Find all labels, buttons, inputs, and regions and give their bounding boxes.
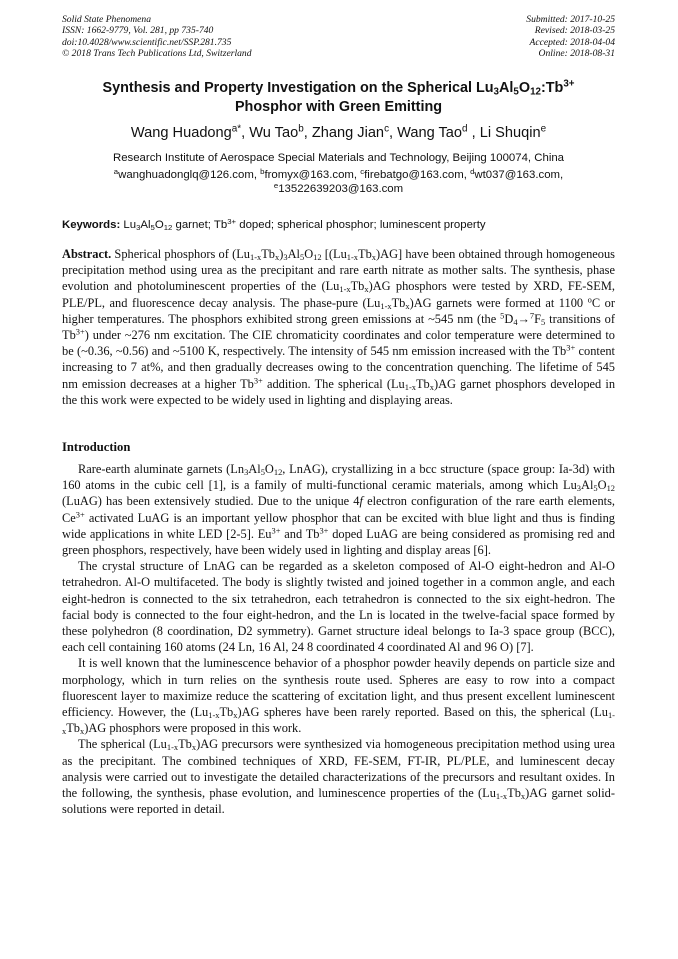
author-name: Wang Huadong bbox=[130, 125, 232, 141]
intro-paragraph: The spherical $(Lu_{1-x}Tb_x)AG$ precursors were synthesized via homogeneous precipitation method using urea as the precipitant. The combined techniques of XRD, FE-SEM, FT-IR, PL/PLE, and luminescent decay analysis were carried out to investigate the detailed characterizations of the precursors and resultant oxides. In the following, the synthesis, phase evolution, and luminescence properties of the $(Lu_{1-x}Tb_x)AG$ garnet solid-solutions were reported in detail. bbox=[62, 737, 615, 817]
abstract-text: Spherical phosphors of $(Lu_{1-x}Tb_x)_3Al_5O_{12}$ $[(Lu_{1-x}Tb_x)AG]$ have been obtained through homogeneous precipitation method using urea as the precipitant and rare earth nitrate as mother salts. The synthesis, phase evolution and photoluminescent properties of the $(Lu_{1-x}Tb_x)AG$ phosphors were tested by XRD, FE-SEM, PLE/PL, and fluorescence decay analysis. The phase-pure $(Lu_{1-x}Tb_x)AG$ garnets were formed at 1100 $^o$C or higher temperatures. The phosphors exhibited strong green emissions at ~545 nm (the $^5D_4\to^7F_5$ transitions of $Tb^{3+}$) under ~276 nm excitation. The CIE chromaticity coordinates and color temperature were determined to be (~0.36, ~0.56) and ~5100 K, respectively. The intensity of 545 nm emission increased with the $Tb^{3+}$ content increasing to 7 at%, and then gradually decreases owing to the concentration quenching. The lifetime of 545 nm emission decreases at a higher $Tb^{3+}$ addition. The spherical $(Lu_{1-x}Tb_x)AG$ garnet phosphors developed in the this work were expected to be widely used in lighting and displaying areas. bbox=[62, 247, 616, 407]
journal-info bbox=[62, 14, 252, 59]
date-accepted: Accepted: 2018-04-04 bbox=[529, 36, 615, 48]
author-name: Wu Tao bbox=[249, 125, 299, 141]
journal-issn: ISSN: 1662-9779, Vol. 281, pp 735-740 bbox=[62, 25, 214, 37]
journal-name: Solid State Phenomena bbox=[62, 14, 151, 25]
journal-copyright: © 2018 Trans Tech Publications Ltd, Switzerland bbox=[62, 47, 252, 59]
intro-paragraph: Rare-earth aluminate garnets ($Ln_3Al_5O_{12}$, LnAG), crystallizing in a bcc structure (space group: Ia-3d) with 160 atoms in the cubic cell [1], is a family of multi-functional ceramic materials, among which $Lu_3Al_5O_{12}$ (LuAG) has been extensively studied. Due to the unique 4f electron configuration of the rare earth elements, $Ce^{3+}$ activated LuAG is an important yellow phosphor that can be excited with blue light and thus is finding wide applications in white LED [2-5]. $Eu^{3+}$ and $Tb^{3+}$ doped LuAG are being considered as promising red and green phosphors, respectively, have been widely used in lighting and display areas [6]. bbox=[62, 462, 616, 558]
paper-title: Synthesis and Property Investigation on the Spherical $Lu_3Al_5O_{12}:Tb^{3+}$ Phosphor with Green Emitting bbox=[102, 78, 575, 115]
author-name: Zhang Jian bbox=[311, 125, 385, 141]
section-heading-introduction: Introduction bbox=[62, 440, 131, 454]
author-name: Wang Tao bbox=[397, 125, 463, 141]
intro-paragraph: The crystal structure of LnAG can be regarded as a skeleton composed of Al-O eight-hedron and Al-O tetrahedron. Al-O multifaceted. The body is slightly twisted and joined together in a common angle, and each eight-hedron is connected to the six tetrahedron, each tetrahedron is connected to the six eight-hedron. The facial body is connected to the four eight-hedron, and the Ln is located in the twelve-facial space formed by these polyhedron (8 coordination, D2 symmetry). Garnet structure ideal belongs to Ia-3 space group (BCC), each cell containing 160 atoms (24 Ln, 16 Al, 24 8 coordinated 4 coordinated Al and 96 O) [7]. bbox=[62, 559, 615, 655]
publication-dates bbox=[526, 14, 615, 59]
abstract-label: Abstract. bbox=[62, 247, 112, 261]
email-link[interactable]: 13522639203@163.com bbox=[278, 183, 404, 195]
email-link[interactable]: fromyx@163.com bbox=[264, 169, 354, 181]
email-link[interactable]: wt037@163.com bbox=[474, 169, 561, 181]
author-name: Li Shuqin bbox=[479, 125, 541, 141]
email-link[interactable]: firebatgo@163.com bbox=[364, 169, 464, 181]
email-link[interactable]: wanghuadonglq@126.com bbox=[118, 169, 254, 181]
date-revised: Revised: 2018-03-25 bbox=[534, 25, 615, 37]
affiliation: Research Institute of Aerospace Special Materials and Technology, Beijing 100074, China bbox=[112, 152, 565, 164]
abstract bbox=[62, 246, 615, 408]
intro-paragraph: It is well known that the luminescence behavior of a phosphor powder heavily depends on particle size and morphology, which in turn relies on the synthesis route used. Spheres are easy to row into a compact fluorescent layer to maximize reduce the scattering of excitation light, and thus present excellent luminescent efficiency. However, the $(Lu_{1-x}Tb_x)AG$ spheres have been rarely reported. Based on this, the spherical $(Lu_{1-x}Tb_x)AG$ phosphors were proposed in this work. bbox=[62, 656, 615, 737]
author-list: Wang Huadong$^{a*}$, Wu Tao$^b$, Zhang Jian$^c$, Wang Tao$^d$ , Li Shuqin$^e$ bbox=[130, 123, 547, 141]
date-submitted: Submitted: 2017-10-25 bbox=[526, 14, 615, 25]
keywords-text: $Lu_3Al_5O_{12}$ garnet; $Tb^{3+}$ doped; spherical phosphor; luminescent property bbox=[123, 216, 486, 232]
journal-doi: doi:10.4028/www.scientific.net/SSP.281.735 bbox=[62, 36, 232, 48]
date-online: Online: 2018-08-31 bbox=[538, 47, 615, 59]
introduction-body bbox=[62, 461, 615, 817]
keywords bbox=[62, 218, 615, 232]
keywords-label: Keywords: bbox=[62, 219, 121, 231]
author-emails: $^a$wanghuadonglq@126.com, $^b$fromyx@163.com, $^c$firebatgo@163.com, $^d$wt037@163.com, $^e$13522639203@163.com bbox=[113, 166, 564, 195]
